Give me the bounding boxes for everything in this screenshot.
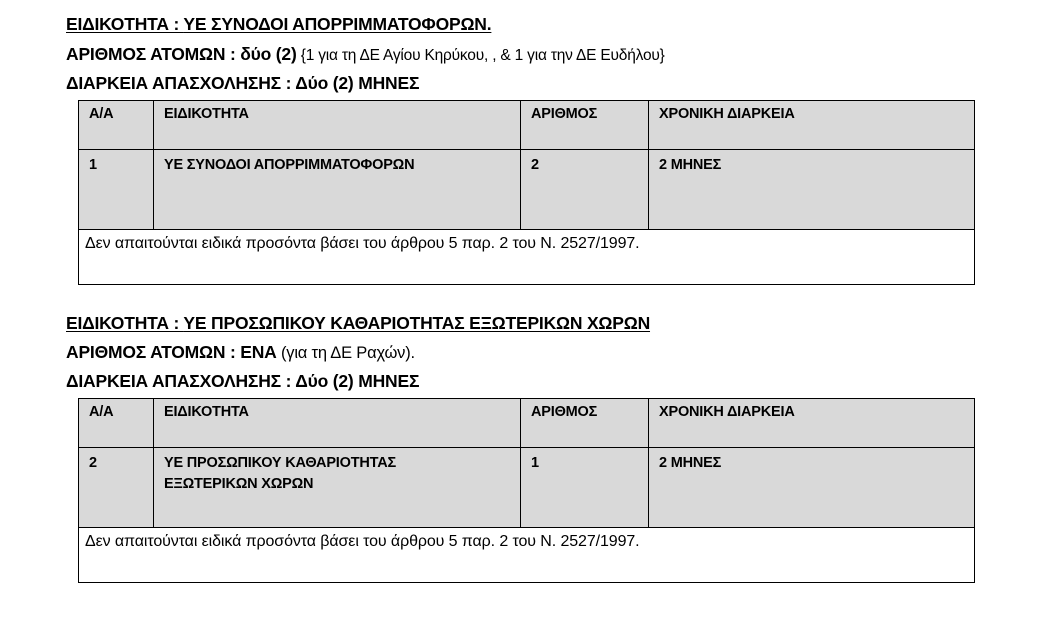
table-footer-row xyxy=(79,230,975,285)
header-aa: Α/Α xyxy=(79,101,154,150)
section-1-table xyxy=(78,100,975,285)
cell-aa: 2 xyxy=(79,448,154,528)
section-2-duration-line: ΔΙΑΡΚΕΙΑ ΑΠΑΣΧΟΛΗΣΗΣ : Δύο (2) ΜΗΝΕΣ xyxy=(66,371,420,391)
cell-specialty xyxy=(154,150,521,230)
header-aa: Α/Α xyxy=(79,399,154,448)
table-footer-row xyxy=(79,528,975,583)
header-duration: ΧΡΟΝΙΚΗ ΔΙΑΡΚΕΙΑ xyxy=(649,101,975,150)
section-1-specialty-title xyxy=(66,14,491,35)
table-row xyxy=(79,448,975,528)
footer-note: Δεν απαιτούνται ειδικά προσόντα βάσει του άρθρου 5 παρ. 2 του Ν. 2527/1997. xyxy=(79,528,975,583)
cell-count: 1 xyxy=(521,448,649,528)
section-2-specialty-text: ΕΙΔΙΚΟΤΗΤΑ : ΥΕ ΠΡΟΣΩΠΙΚΟΥ ΚΑΘΑΡΙΟΤΗΤΑΣ ΕΞΩΤΕΡΙΚΩΝ ΧΩΡΩΝ xyxy=(66,313,651,333)
section-2-persons-line xyxy=(66,342,415,363)
table-row xyxy=(79,150,975,230)
table-header-row xyxy=(79,101,975,150)
table-header-row xyxy=(79,399,975,448)
cell-count: 2 xyxy=(521,150,649,230)
cell-specialty-line-1: ΥΕ ΠΡΟΣΩΠΙΚΟΥ ΚΑΘΑΡΙΟΤΗΤΑΣ xyxy=(164,455,396,471)
section-1-specialty-text: ΕΙΔΙΚΟΤΗΤΑ : ΥΕ ΣΥΝΟΔΟΙ ΑΠΟΡΡΙΜΜΑΤΟΦΟΡΩΝ. xyxy=(66,14,492,34)
header-duration: ΧΡΟΝΙΚΗ ΔΙΑΡΚΕΙΑ xyxy=(649,399,975,448)
section-2-specialty-title xyxy=(66,313,650,334)
header-specialty: ΕΙΔΙΚΟΤΗΤΑ xyxy=(154,399,521,448)
section-1-persons-label: ΑΡΙΘΜΟΣ ΑΤΟΜΩΝ : δύο (2) xyxy=(66,44,297,64)
cell-specialty xyxy=(154,448,521,528)
section-1-persons-note: {1 για τη ΔΕ Αγίου Κηρύκου, , & 1 για την ΔΕ Ευδήλου} xyxy=(296,47,665,64)
cell-specialty-line-2: ΕΞΩΤΕΡΙΚΩΝ ΧΩΡΩΝ xyxy=(164,476,314,492)
cell-specialty-line-1: ΥΕ ΣΥΝΟΔΟΙ ΑΠΟΡΡΙΜΜΑΤΟΦΟΡΩΝ xyxy=(164,157,415,173)
footer-note: Δεν απαιτούνται ειδικά προσόντα βάσει του άρθρου 5 παρ. 2 του Ν. 2527/1997. xyxy=(79,230,975,285)
cell-aa: 1 xyxy=(79,150,154,230)
section-2-persons-label: ΑΡΙΘΜΟΣ ΑΤΟΜΩΝ : ΕΝΑ xyxy=(66,342,277,362)
header-count: ΑΡΙΘΜΟΣ xyxy=(521,101,649,150)
header-count: ΑΡΙΘΜΟΣ xyxy=(521,399,649,448)
section-2-persons-note: (για τη ΔΕ Ραχών). xyxy=(276,344,415,362)
header-specialty: ΕΙΔΙΚΟΤΗΤΑ xyxy=(154,101,521,150)
section-1-persons-line xyxy=(66,44,665,65)
cell-duration: 2 ΜΗΝΕΣ xyxy=(649,150,975,230)
section-1-duration-line: ΔΙΑΡΚΕΙΑ ΑΠΑΣΧΟΛΗΣΗΣ : Δύο (2) ΜΗΝΕΣ xyxy=(66,73,420,93)
cell-duration: 2 ΜΗΝΕΣ xyxy=(649,448,975,528)
section-2-table xyxy=(78,398,975,583)
